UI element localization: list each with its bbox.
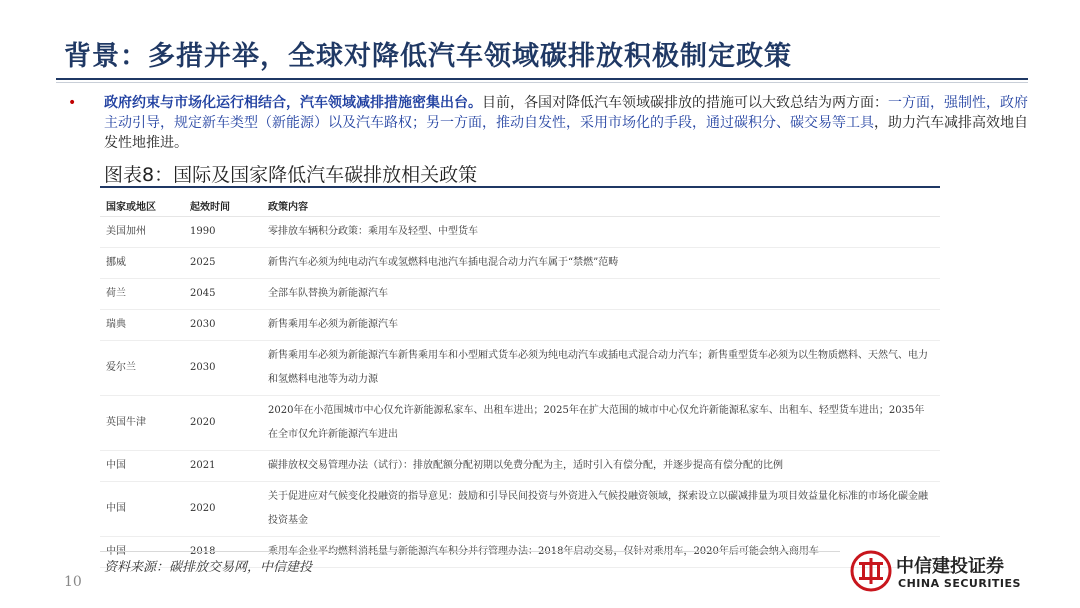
cell-policy: 碳排放权交易管理办法（试行）：排放配额分配初期以免费分配为主，适时引入有偿分配，并逐步提高有偿分配的比例 (262, 451, 940, 482)
cell-policy: 关于促进应对气候变化投融资的指导意见：鼓励和引导民间投资与外资进入气候投融资领域，探索设立以碳减排量为项目效益量化标准的市场化碳金融投资基金 (262, 482, 940, 537)
table-header-row (100, 194, 940, 217)
cell-region: 美国加州 (100, 217, 184, 248)
header-policy-content: 政策内容 (262, 194, 940, 217)
bullet-text-2: ，助力汽车减排高效地自发性地推进。 (104, 115, 1028, 151)
slide-title: 背景：多措并举，全球对降低汽车领域碳排放积极制定政策 (64, 41, 792, 72)
cell-year: 2020 (184, 482, 262, 537)
bullet-paragraph (104, 93, 1028, 153)
cell-year: 2021 (184, 451, 262, 482)
bullet-bold-lead: 政府约束与市场化运行相结合，汽车领域减排措施密集出台。 (104, 95, 482, 111)
cell-region: 瑞典 (100, 310, 184, 341)
cell-region: 中国 (100, 451, 184, 482)
figure-title: 图表8：国际及国家降低汽车碳排放相关政策 (104, 164, 478, 186)
cell-region: 中国 (100, 482, 184, 537)
table-row (100, 482, 940, 537)
table-row (100, 217, 940, 248)
header-region: 国家或地区 (100, 194, 184, 217)
cell-region: 挪威 (100, 248, 184, 279)
source-note: 资料来源：碳排放交易网，中信建投 (104, 560, 313, 575)
page-number: 10 (64, 574, 82, 590)
logo-name-en: CHINA SECURITIES (898, 577, 1021, 590)
table-row (100, 248, 940, 279)
header-effective-year: 起效时间 (184, 194, 262, 217)
table-row (100, 279, 940, 310)
company-logo (850, 548, 1040, 598)
bullet-text-1: 目前，各国对降低汽车领域碳排放的措施可以大致总结为两方面： (482, 95, 888, 111)
cell-year: 1990 (184, 217, 262, 248)
cell-policy: 新售乘用车必须为新能源汽车 (262, 310, 940, 341)
cell-year: 2045 (184, 279, 262, 310)
cell-year: 2025 (184, 248, 262, 279)
title-divider-thin (56, 82, 1028, 83)
table-row (100, 451, 940, 482)
cell-policy (262, 537, 940, 568)
cell-region: 荷兰 (100, 279, 184, 310)
cell-policy: 2020年在小范围城市中心仅允许新能源私家车、出租车进出；2025年在扩大范围的城市中心仅允许新能源私家车、出租车、轻型货车进出；2035年在全市仅允许新能源汽车进出 (262, 396, 940, 451)
cell-policy: 新售汽车必须为纯电动汽车或氢燃料电池汽车插电混合动力汽车属于“禁燃”范畴 (262, 248, 940, 279)
source-divider (100, 551, 840, 552)
cell-region: 爱尔兰 (100, 341, 184, 396)
bullet-blue-text: 一方面，强制性，政府主动引导，规定新车类型（新能源）以及汽车路权；另一方面，推动自发性，采用市场化的手段，通过碳积分、碳交易等工具 (104, 95, 1028, 131)
cell-policy: 新售乘用车必须为新能源汽车新售乘用车和小型厢式货车必须为纯电动汽车或插电式混合动力汽车；新售重型货车必须为以生物质燃料、天然气、电力和氢燃料电池等为动力源 (262, 341, 940, 396)
cell-year: 2030 (184, 341, 262, 396)
table-row (100, 310, 940, 341)
logo-name-cn: 中信建投证券 (896, 556, 1004, 577)
policy-table (100, 194, 940, 568)
cell-year: 2020 (184, 396, 262, 451)
table-row (100, 341, 940, 396)
cell-policy: 零排放车辆积分政策：乘用车及轻型、中型货车 (262, 217, 940, 248)
cell-policy: 全部车队替换为新能源汽车 (262, 279, 940, 310)
cell-year: 2030 (184, 310, 262, 341)
bullet-marker: • (68, 95, 77, 111)
cell-region: 英国牛津 (100, 396, 184, 451)
citic-logo-mark-icon (850, 548, 892, 594)
figure-divider (100, 186, 940, 188)
table-row (100, 396, 940, 451)
title-divider (56, 78, 1028, 80)
